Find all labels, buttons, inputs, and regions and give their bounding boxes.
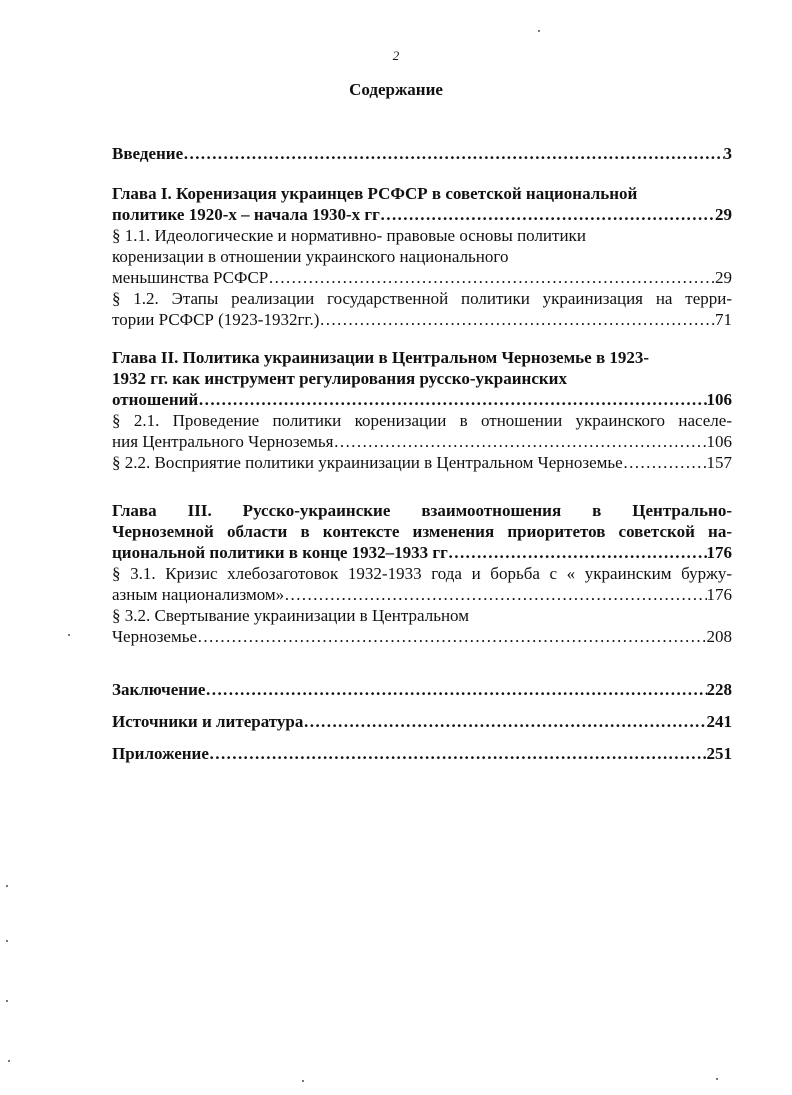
- section-1-1-line-1: § 1.1. Идеологические и нормативно- правовые основы политики: [112, 226, 586, 245]
- section-1-1-page: 29: [715, 268, 732, 287]
- chapter-1-title-line-2: политике 1920-х – начала 1930-х гг: [112, 205, 380, 224]
- section-1-2-page: 71: [715, 310, 732, 329]
- scan-speck: [6, 1000, 8, 1002]
- section-3-2-page: 208: [706, 627, 732, 646]
- section-3-1-page: 176: [706, 585, 732, 604]
- toc-intro-page: 3: [723, 144, 732, 163]
- scan-speck: [716, 1078, 718, 1080]
- page-number: 2: [392, 48, 400, 63]
- chapter-3-title-line-1: Глава III. Русско-украинские взаимоотношения в Центрально-: [112, 501, 732, 520]
- chapter-3-title-line-3: циональной политики в конце 1932–1933 гг: [112, 543, 448, 562]
- section-2-1-line-1: § 2.1. Проведение политики коренизации в отношении украинского населе-: [112, 411, 732, 430]
- section-3-1-line-1: § 3.1. Кризис хлебозаготовок 1932-1933 года и борьба с « украинским буржу-: [112, 564, 732, 583]
- section-3-1-line-2: азным национализмом»: [112, 585, 285, 604]
- toc-conclusion: [112, 679, 732, 700]
- section-1-2-line-1: § 1.2. Этапы реализации государственной политики украинизация на терри-: [112, 289, 732, 308]
- page-title: Содержание: [349, 80, 443, 99]
- section-2-2-page: 157: [706, 453, 732, 472]
- section-1-1-line-2: коренизации в отношении украинского национального: [112, 247, 509, 266]
- chapter-2-title-line-2: 1932 гг. как инструмент регулирования русско-украинских: [112, 369, 567, 388]
- toc-sources-label: Источники и литература: [112, 712, 304, 731]
- scan-speck: [302, 1080, 304, 1082]
- chapter-1-page: 29: [715, 205, 732, 224]
- chapter-3-title-line-2: Черноземной области в контексте изменения приоритетов советской на-: [112, 522, 732, 541]
- chapter-2-title-line-3: отношений: [112, 390, 199, 409]
- scan-speck: [68, 634, 70, 636]
- toc-sources: [112, 711, 732, 732]
- toc-chapter-2: [112, 347, 732, 473]
- toc-intro-label: Введение: [112, 144, 184, 163]
- toc-chapter-1: [112, 183, 732, 330]
- scan-speck: [6, 885, 8, 887]
- toc-chapter-3: [112, 500, 732, 647]
- chapter-2-title-line-1: Глава II. Политика украинизации в Центральном Черноземье в 1923-: [112, 348, 650, 367]
- section-2-1-page: 106: [706, 432, 732, 451]
- toc-intro: [112, 143, 732, 164]
- section-1-1-line-3: меньшинства РСФСР: [112, 268, 269, 287]
- toc-appendix: [112, 743, 732, 764]
- section-2-1-line-2: ния Центрального Черноземья: [112, 432, 334, 451]
- toc-appendix-label: Приложение: [112, 744, 209, 763]
- chapter-2-page: 106: [706, 390, 732, 409]
- section-1-2-line-2: тории РСФСР (1923-1932гг.): [112, 310, 320, 329]
- chapter-3-page: 176: [706, 543, 732, 562]
- section-2-2-line-1: § 2.2. Восприятие политики украинизации в Центральном Черноземье: [112, 453, 623, 472]
- section-3-2-line-1: § 3.2. Свертывание украинизации в Центральном: [112, 606, 469, 625]
- scan-speck: [8, 1060, 10, 1062]
- toc-appendix-page: 251: [706, 744, 732, 763]
- scan-speck: [538, 30, 540, 32]
- section-3-2-line-2: Черноземье: [112, 627, 198, 646]
- toc-sources-page: 241: [706, 712, 732, 731]
- toc-conclusion-page: 228: [706, 680, 732, 699]
- toc-conclusion-label: Заключение: [112, 680, 206, 699]
- scan-speck: [6, 940, 8, 942]
- chapter-1-title-line-1: Глава I. Коренизация украинцев РСФСР в советской национальной: [112, 184, 638, 203]
